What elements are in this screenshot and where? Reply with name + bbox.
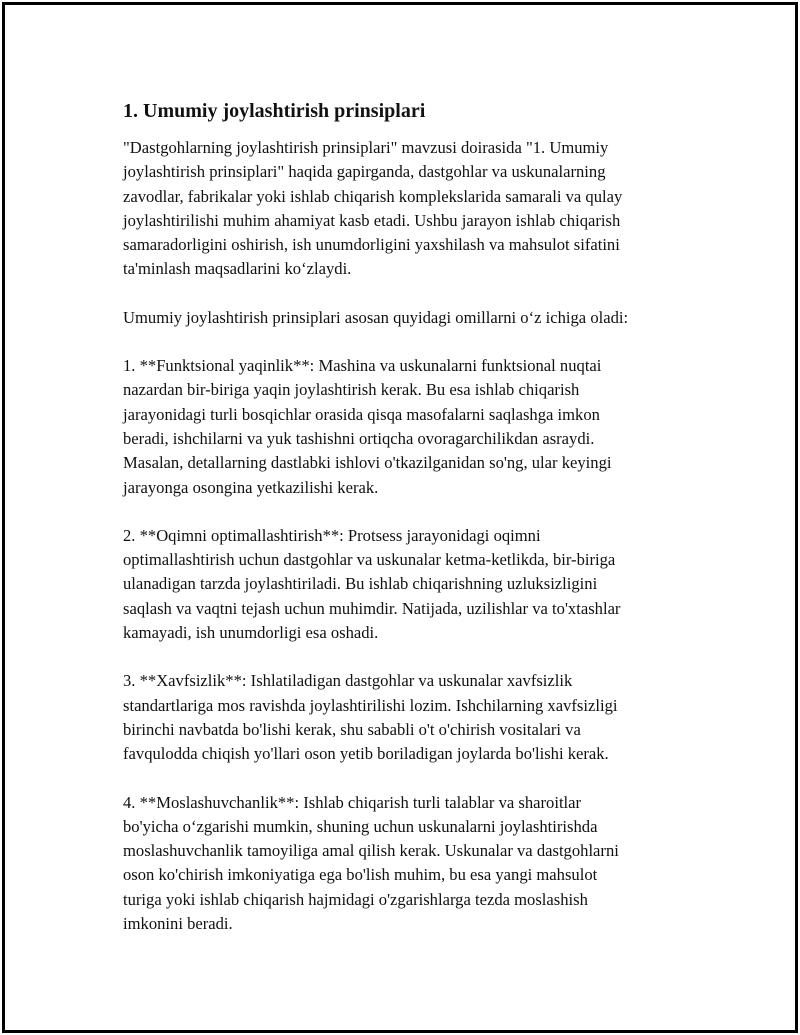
principle-flow-optimization: 2. **Oqimni optimallashtirish**: Protsess jarayonidagi oqimni optimallashtirish uchun dastgohlar va uskunalar ketma-ketlikda, bir-biriga ulanadigan tarzda joylashtiriladi. Bu ishlab chiqarishning uzluksizligini saqlash va vaqtni tejash uchun muhimdir. Natijada, uzilishlar va to'xtashlar kamayadi, ish unumdorligi esa oshadi.: [123, 525, 621, 643]
section-heading: 1. Umumiy joylashtirish prinsiplari: [123, 100, 426, 122]
principle-functional-proximity: 1. **Funktsional yaqinlik**: Mashina va uskunalarni funktsional nuqtai nazardan bir-biriga yaqin joylashtirish kerak. Bu esa ishlab chiqarish jarayonidagi turli bosqichlar orasida qisqa masofalarni saqlashga imkon beradi, ishchilarni va yuk tashishni ortiqcha ovoragarchilikdan asraydi. Masalan, detallarning dastlabki ishlovi o'tkazilganidan so'ng, ular keyingi jarayonga osongina yetkazilishi kerak.: [123, 356, 612, 497]
document-body: [123, 98, 703, 960]
intro-paragraph: "Dastgohlarning joylashtirish prinsiplari" mavzusi doirasida "1. Umumiy joylashtirish prinsiplari" haqida gapirganda, dastgohlar va uskunalarning zavodlar, fabrikalar yoki ishlab chiqarish komplekslarida samarali va qulay joylashtirilishi muhim ahamiyat kasb etadi. Ushbu jarayon ishlab chiqarish samaradorligini oshirish, ish unumdorligini yaxshilash va mahsulot sifatini ta'minlash maqsadlarini ko‘zlaydi.: [123, 138, 623, 279]
principle-safety: 3. **Xavfsizlik**: Ishlatiladigan dastgohlar va uskunalar xavfsizlik standartlariga mos ravishda joylashtirilishi lozim. Ishchilarning xavfsizligi birinchi navbatda bo'lishi kerak, shu sababli o't o'chirish vositalari va favqulodda chiqish yo'llari oson yetib boriladigan joylarda bo'lishi kerak.: [123, 671, 618, 764]
principles-lead-paragraph: Umumiy joylashtirish prinsiplari asosan quyidagi omillarni o‘z ichiga oladi:: [123, 307, 629, 327]
page-frame: [2, 2, 798, 1033]
principle-flexibility: 4. **Moslashuvchanlik**: Ishlab chiqarish turli talablar va sharoitlar bo'yicha o‘zgarishi mumkin, shuning uchun uskunalarni joylashtirishda moslashuvchanlik tamoyiliga amal qilish kerak. Uskunalar va dastgohlarni oson ko'chirish imkoniyatiga ega bo'lish muhim, bu esa yangi mahsulot turiga yoki ishlab chiqarish hajmidagi o'zgarishlarga tezda moslashish imkonini beradi.: [123, 792, 619, 934]
